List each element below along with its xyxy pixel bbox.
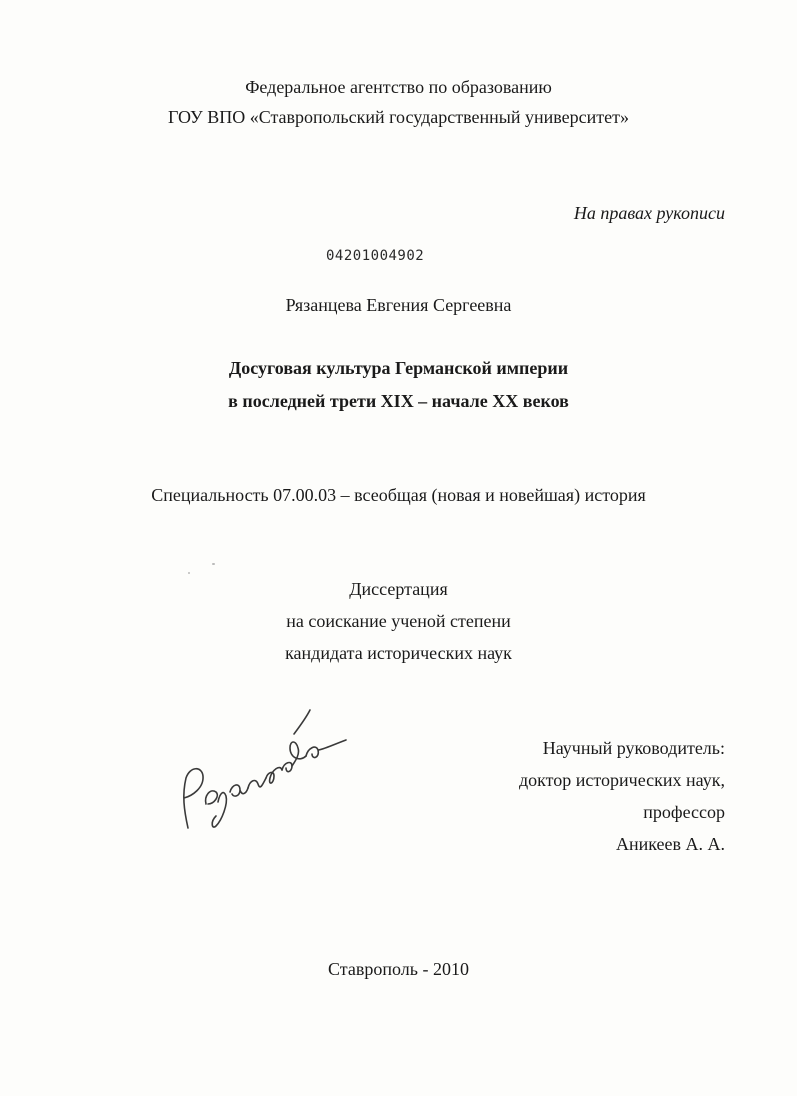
title-line-1: Досуговая культура Германской империи	[228, 358, 569, 378]
author-name: Рязанцева Евгения Сергеевна	[285, 295, 512, 315]
supervisor-rank: профессор	[643, 802, 725, 822]
degree-purpose: на соискание ученой степени	[286, 611, 511, 631]
agency-name: Федеральное агентство по образованию	[245, 77, 552, 97]
registration-stamp-number: 04201004902	[326, 248, 425, 264]
dissertation-label: Диссертация	[349, 579, 448, 599]
scan-speck	[212, 563, 215, 565]
title-line-2: в последней трети XIX – начале XX веков	[228, 391, 569, 411]
scan-speck	[188, 572, 190, 574]
degree-name: кандидата исторических наук	[285, 643, 512, 663]
city-year: Ставрополь - 2010	[328, 959, 469, 979]
supervisor-name: Аникеев А. А.	[615, 834, 725, 854]
supervisor-degree: доктор исторических наук,	[519, 770, 725, 790]
university-name: ГОУ ВПО «Ставропольский государственный университет»	[168, 107, 629, 127]
specialty-line: Специальность 07.00.03 – всеобщая (новая и новейшая) история	[151, 485, 646, 505]
handwritten-signature	[170, 700, 370, 840]
manuscript-note: На правах рукописи	[573, 203, 725, 223]
supervisor-label: Научный руководитель:	[542, 738, 725, 758]
